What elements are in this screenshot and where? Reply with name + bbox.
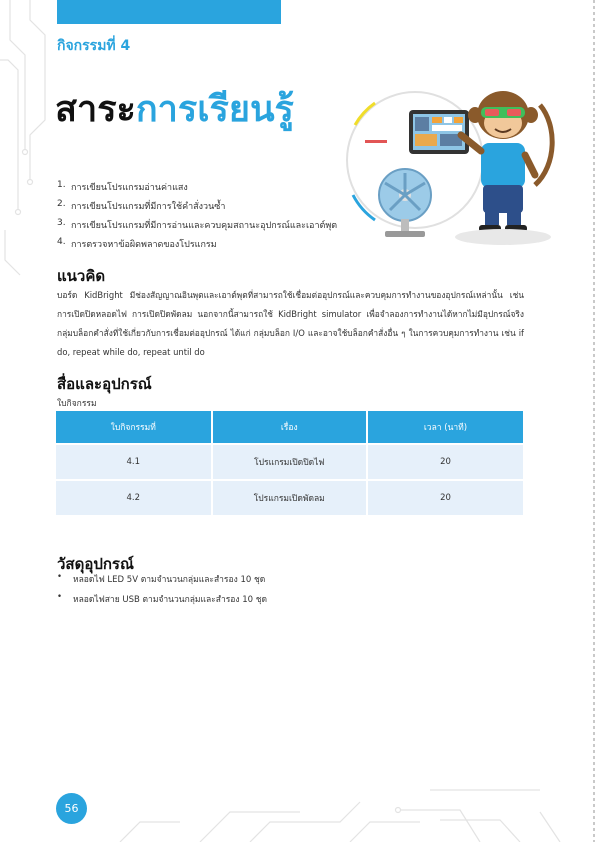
concept-heading: แนวคิด xyxy=(57,267,106,285)
column-header: เรื่อง xyxy=(212,411,368,444)
table-row xyxy=(56,480,523,515)
list-item: 4. การตรวจหาข้อผิดพลาดของโปรแกรม xyxy=(57,237,217,250)
table-cell: 20 xyxy=(367,480,523,515)
media-subheading: ใบกิจกรรม xyxy=(57,399,97,409)
table-header-row xyxy=(56,411,523,444)
column-header: เวลา (นาที) xyxy=(367,411,523,444)
table-cell: โปรแกรมเปิดพัดลม xyxy=(212,480,368,515)
bullet-icon: • xyxy=(57,572,63,582)
concept-paragraph: บอร์ด KidBright มีช่องสัญญาณอินพุตและเอาต์พุตที่สามารถใช้เชื่อมต่ออุปกรณ์และควบคุมการทำงานของอุปกรณ์เหล่านั้น เช่น การเปิดปิดหลอดไฟ การเปิดปิดพัดลม นอกจากนี้สามารถใช้ KidBright simulator เพื่อจำลองการทำงานได้หากไม่มีอุปกรณ์จริง กลุ่มบล็อกคำสั่งที่ใช้เกี่ยวกับการเชื่อมต่ออุปกรณ์ ได้แก่ กลุ่มบล็อก I/O และอาจใช้บล็อกคำสั่งอื่น ๆ ในการควบคุมการทำงาน เช่น if do, repeat while do, repeat until do xyxy=(57,290,524,357)
list-item: • หลอดไฟสาย USB ตามจำนวนกลุ่มและสำรอง 10 ชุด xyxy=(57,592,267,612)
bullet-icon: • xyxy=(57,592,63,602)
title-part-1: สาระ xyxy=(55,89,136,130)
list-item: • หลอดไฟ LED 5V ตามจำนวนกลุ่มและสำรอง 10 ชุด xyxy=(57,572,267,592)
materials-list xyxy=(57,572,267,612)
media-heading: สื่อและอุปกรณ์ xyxy=(57,375,152,393)
list-item: 3. การเขียนโปรแกรมที่มีการอ่านและควบคุมสถานะอุปกรณ์และเอาต์พุต xyxy=(57,218,338,231)
page-number: 56 xyxy=(56,793,87,824)
learning-objectives-list xyxy=(57,180,337,256)
header-bar xyxy=(57,0,281,24)
monkey-illustration xyxy=(335,85,560,250)
table-cell: 4.2 xyxy=(56,480,212,515)
materials-heading: วัสดุอุปกรณ์ xyxy=(57,555,134,573)
column-header: ใบกิจกรรมที่ xyxy=(56,411,212,444)
table-cell: 4.1 xyxy=(56,444,212,480)
list-item: 2. การเขียนโปรแกรมที่มีการใช้คำสั่งวนซ้ำ xyxy=(57,199,226,212)
table-cell: โปรแกรมเปิดปิดไฟ xyxy=(212,444,368,480)
page-title xyxy=(55,89,294,130)
table-row xyxy=(56,444,523,480)
list-item: 1. การเขียนโปรแกรมอ่านค่าแสง xyxy=(57,180,188,193)
activity-label: กิจกรรมที่ 4 xyxy=(57,38,131,54)
activity-table xyxy=(56,411,523,515)
title-part-2: การเรียนรู้ xyxy=(135,89,294,130)
table-cell: 20 xyxy=(367,444,523,480)
